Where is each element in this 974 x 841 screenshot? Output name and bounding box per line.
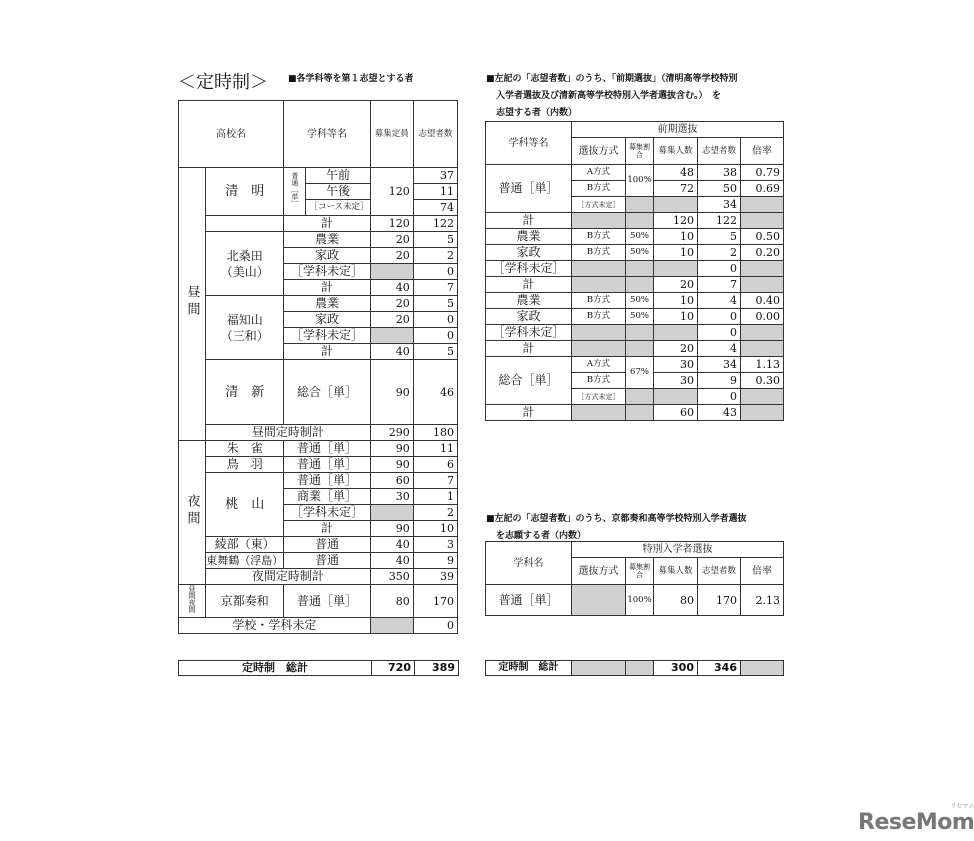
day-night-label: 昼間夜間: [179, 585, 206, 618]
night-total-applicants: 39: [413, 569, 457, 585]
rt-quota-cell: 10: [654, 293, 698, 309]
rt-ratio-cell: 50%: [626, 309, 654, 325]
rt-applicants-cell: 0: [698, 309, 741, 325]
applicants-cell: 5: [413, 232, 457, 248]
rt-rate-cell: [741, 197, 784, 213]
rt-applicants-cell: 5: [698, 229, 741, 245]
subtotal-applicants: 10: [413, 521, 457, 537]
applicants-cell: 170: [413, 585, 457, 618]
right-top-table: [485, 121, 784, 421]
subtotal-applicants: 5: [413, 344, 457, 360]
dept-cell: 普通［単］: [284, 585, 370, 618]
right-top-heading-line: 入学者選抜及び清新高等学校特別入学者選抜含む。） を: [496, 91, 722, 101]
rt-applicants-cell: 0: [698, 325, 741, 341]
school-suzaku: 朱 雀: [206, 441, 284, 457]
applicants-cell: 0: [413, 264, 457, 280]
logo-sub: リセマム: [950, 803, 974, 810]
quota-cell: 20: [370, 296, 413, 312]
rt-quota-cell: 60: [654, 405, 698, 421]
rb-method-cell: [572, 585, 626, 616]
school-momoyama: 桃 山: [206, 473, 284, 537]
quota-cell: 90: [370, 441, 413, 457]
quota-cell: [370, 264, 413, 280]
right-top-heading-line: ■左記の「志望者数」のうち、「前期選抜」（清明高等学校特別: [486, 74, 738, 84]
rt-applicants-cell: 38: [698, 165, 741, 181]
applicants-cell: 5: [413, 296, 457, 312]
dept-cell: 普通: [284, 553, 370, 569]
subtotal-label: 計: [284, 216, 370, 232]
subtotal-label: 計: [284, 344, 370, 360]
rt-dept-cell: 家政: [486, 245, 572, 261]
dept-cell: 家政: [284, 312, 370, 328]
right-grand-total: [485, 660, 784, 676]
quota-cell: 30: [370, 489, 413, 505]
rb-header-rate: 倍率: [741, 558, 784, 585]
quota-cell: 80: [370, 585, 413, 618]
subtotal-quota: 40: [370, 280, 413, 296]
night-total-quota: 350: [370, 569, 413, 585]
rt-rate-cell: 0.20: [741, 245, 784, 261]
dept-cell: ［学科未定］: [284, 328, 370, 344]
rt-header-rate: 倍率: [741, 138, 784, 165]
rt-dept-cell: ［学科未定］: [486, 325, 572, 341]
rt-ratio-cell: [626, 197, 654, 213]
left-grand-total: [178, 660, 459, 676]
right-bottom-heading: [486, 511, 786, 545]
rt-applicants-cell: 122: [698, 213, 741, 229]
quota-cell: 40: [370, 537, 413, 553]
resemom-logo: [858, 801, 974, 835]
night-section-label: 夜間: [179, 441, 206, 585]
rt-quota-cell: 10: [654, 309, 698, 325]
school-kyotosouwa: 京都奏和: [206, 585, 284, 618]
header-quota: 募集定員: [370, 101, 413, 168]
quota-cell: [370, 505, 413, 521]
applicants-seishin: 46: [413, 360, 457, 425]
dept-cell: 普通［単］: [284, 473, 370, 489]
rt-method-cell: A方式: [572, 357, 626, 373]
applicants-cell: 11: [413, 184, 457, 200]
quota-seishin: 90: [370, 360, 413, 425]
rt-quota-cell: 20: [654, 341, 698, 357]
rt-method-cell: ［方式未定］: [572, 197, 626, 213]
right-bottom-table: [485, 541, 784, 616]
rb-grand-total-label: 定時制 総計: [486, 661, 572, 676]
dept-cell: 家政: [284, 248, 370, 264]
rt-subtotal-label: 計: [486, 405, 572, 421]
rt-header-method: 選抜方式: [572, 138, 626, 165]
school-kitakuwada: 北桑田 （美山）: [206, 232, 284, 296]
undecided-quota: [370, 618, 413, 634]
grand-total-quota: 720: [372, 661, 415, 676]
rt-subtotal-label: 計: [486, 213, 572, 229]
dept-seimei: 普通［単］: [284, 168, 306, 216]
applicants-cell: 3: [413, 537, 457, 553]
grand-total-applicants: 389: [415, 661, 459, 676]
right-top-heading-line: 志望する者（内数）: [496, 108, 578, 118]
quota-cell: 20: [370, 312, 413, 328]
applicants-cell: 1: [413, 489, 457, 505]
subtotal-applicants: 7: [413, 280, 457, 296]
rt-dept-cell: ［学科未定］: [486, 261, 572, 277]
applicants-cell: 2: [413, 505, 457, 521]
rt-applicants-cell: 7: [698, 277, 741, 293]
rt-ratio-cell: 50%: [626, 245, 654, 261]
rt-subtotal-label: 計: [486, 341, 572, 357]
applicants-cell: 7: [413, 473, 457, 489]
rt-applicants-cell: 0: [698, 389, 741, 405]
rt-method-cell: B方式: [572, 373, 626, 389]
rt-dept-cell: 総合［単］: [486, 357, 572, 405]
dept-cell: 農業: [284, 296, 370, 312]
subtotal-label: 計: [284, 280, 370, 296]
rt-dept-cell: 農業: [486, 229, 572, 245]
rt-rate-cell: 0.50: [741, 229, 784, 245]
right-bottom-heading-line: ■左記の「志望者数」のうち、京都奏和高等学校特別入学者選抜: [486, 514, 747, 524]
rt-quota-cell: 30: [654, 373, 698, 389]
applicants-cell: 74: [413, 200, 457, 216]
applicants-cell: 6: [413, 457, 457, 473]
page-title: ＜定時制＞: [178, 72, 268, 93]
logo-text: ReseMom: [858, 810, 974, 835]
rt-method-cell: B方式: [572, 229, 626, 245]
subtotal-quota: 40: [370, 344, 413, 360]
dept-cell: ［学科未定］: [284, 505, 370, 521]
grand-total-label: 定時制 総計: [179, 661, 372, 676]
rt-applicants-cell: 4: [698, 293, 741, 309]
dept-cell: ［学科未定］: [284, 264, 370, 280]
applicants-cell: 0: [413, 328, 457, 344]
rt-rate-cell: 0.69: [741, 181, 784, 197]
rt-method-cell: B方式: [572, 245, 626, 261]
subtotal-quota: 90: [370, 521, 413, 537]
rt-applicants-cell: 34: [698, 357, 741, 373]
rt-ratio-cell: 67%: [626, 357, 654, 389]
dept-cell: 普通［単］: [284, 457, 370, 473]
school-ayabe: 綾部（東）: [206, 537, 284, 553]
rb-header-method: 選抜方式: [572, 558, 626, 585]
subtotal-label: 計: [284, 521, 370, 537]
rt-method-cell: B方式: [572, 293, 626, 309]
applicants-cell: 0: [413, 312, 457, 328]
dept-seishin: 総合［単］: [284, 360, 370, 425]
rt-rate-cell: 0.00: [741, 309, 784, 325]
subtotal-applicants: 122: [413, 216, 457, 232]
rt-rate-cell: 0.30: [741, 373, 784, 389]
day-total-quota: 290: [370, 425, 413, 441]
applicants-cell: 11: [413, 441, 457, 457]
rt-quota-cell: 10: [654, 245, 698, 261]
rt-method-cell: A方式: [572, 165, 626, 181]
rt-quota-cell: 72: [654, 181, 698, 197]
rb-ratio-cell: 100%: [626, 585, 654, 616]
rt-quota-cell: [654, 197, 698, 213]
day-section-label: 昼間: [179, 168, 206, 441]
rb-header-ratio: 募集割合: [626, 558, 654, 585]
rt-ratio-cell: 50%: [626, 293, 654, 309]
rb-header-applicants: 志望者数: [698, 558, 741, 585]
rb-applicants-cell: 170: [698, 585, 741, 616]
applicants-cell: 9: [413, 553, 457, 569]
left-table: [178, 100, 458, 634]
rt-applicants-cell: 34: [698, 197, 741, 213]
rt-ratio-cell: 50%: [626, 229, 654, 245]
day-total-label: 昼間定時制計: [206, 425, 371, 441]
rt-header-group: 前期選抜: [572, 122, 784, 138]
rt-applicants-cell: 2: [698, 245, 741, 261]
school-toba: 鳥 羽: [206, 457, 284, 473]
dept-cell: 普通: [284, 537, 370, 553]
course-cell: 午前: [306, 168, 370, 184]
right-top-heading: [486, 71, 786, 122]
night-total-label: 夜間定時制計: [206, 569, 371, 585]
header-dept: 学科等名: [284, 101, 370, 168]
rt-quota-cell: 30: [654, 357, 698, 373]
rb-dept-cell: 普通［単］: [486, 585, 572, 616]
right-bottom-heading-line: を志願する者（内数）: [496, 531, 587, 541]
quota-cell: 20: [370, 232, 413, 248]
quota-cell: 90: [370, 457, 413, 473]
rt-quota-cell: 20: [654, 277, 698, 293]
course-cell: 午後: [306, 184, 370, 200]
rb-grand-total-quota: 300: [654, 661, 698, 676]
rt-header-ratio: 募集割合: [626, 138, 654, 165]
rt-subtotal-label: 計: [486, 277, 572, 293]
subtotal-quota: 120: [370, 216, 413, 232]
course-cell: ［コース未定］: [306, 200, 370, 216]
school-higashimaizuru: 東舞鶴（浮島）: [206, 554, 284, 567]
day-total-applicants: 180: [413, 425, 457, 441]
rt-method-cell: B方式: [572, 181, 626, 197]
header-school: 高校名: [179, 101, 284, 168]
rt-quota-cell: 10: [654, 229, 698, 245]
applicants-cell: 37: [413, 168, 457, 184]
quota-cell: 20: [370, 248, 413, 264]
undecided-label: 学校・学科未定: [179, 618, 371, 634]
dept-cell: 農業: [284, 232, 370, 248]
quota-seimei: 120: [370, 168, 413, 216]
rt-quota-cell: 120: [654, 213, 698, 229]
rt-applicants-cell: 43: [698, 405, 741, 421]
rt-header-applicants: 志望者数: [698, 138, 741, 165]
school-fukuchiyama: 福知山 （三和）: [206, 296, 284, 360]
rb-quota-cell: 80: [654, 585, 698, 616]
rb-rate-cell: 2.13: [741, 585, 784, 616]
undecided-applicants: 0: [413, 618, 457, 634]
dept-cell: 普通［単］: [284, 441, 370, 457]
rt-rate-cell: 0.40: [741, 293, 784, 309]
rt-header-quota: 募集人数: [654, 138, 698, 165]
rt-header-dept: 学科等名: [486, 122, 572, 165]
quota-cell: 60: [370, 473, 413, 489]
school-seimei: 清 明: [206, 168, 284, 216]
rt-dept-cell: 農業: [486, 293, 572, 309]
dept-cell: 商業［単］: [284, 489, 370, 505]
rb-header-group: 特別入学者選抜: [572, 542, 784, 558]
rt-applicants-cell: 0: [698, 261, 741, 277]
rt-applicants-cell: 9: [698, 373, 741, 389]
rt-applicants-cell: 50: [698, 181, 741, 197]
rt-dept-cell: 家政: [486, 309, 572, 325]
applicants-cell: 2: [413, 248, 457, 264]
rt-rate-cell: 0.79: [741, 165, 784, 181]
header-applicants: 志望者数: [413, 101, 457, 168]
rb-header-dept: 学科名: [486, 542, 572, 585]
rb-header-quota: 募集人数: [654, 558, 698, 585]
rt-ratio-cell: 100%: [626, 165, 654, 197]
rt-method-cell: B方式: [572, 309, 626, 325]
rt-dept-cell: 普通［単］: [486, 165, 572, 213]
rt-applicants-cell: 4: [698, 341, 741, 357]
rt-rate-cell: 1.13: [741, 357, 784, 373]
left-heading: ■各学科等を第１志望とする者: [288, 74, 414, 84]
rb-grand-total-applicants: 346: [698, 661, 741, 676]
school-seishin: 清 新: [206, 360, 284, 425]
quota-cell: [370, 328, 413, 344]
rt-quota-cell: 48: [654, 165, 698, 181]
quota-cell: 40: [370, 553, 413, 569]
rt-method-cell: ［方式未定］: [572, 389, 626, 405]
